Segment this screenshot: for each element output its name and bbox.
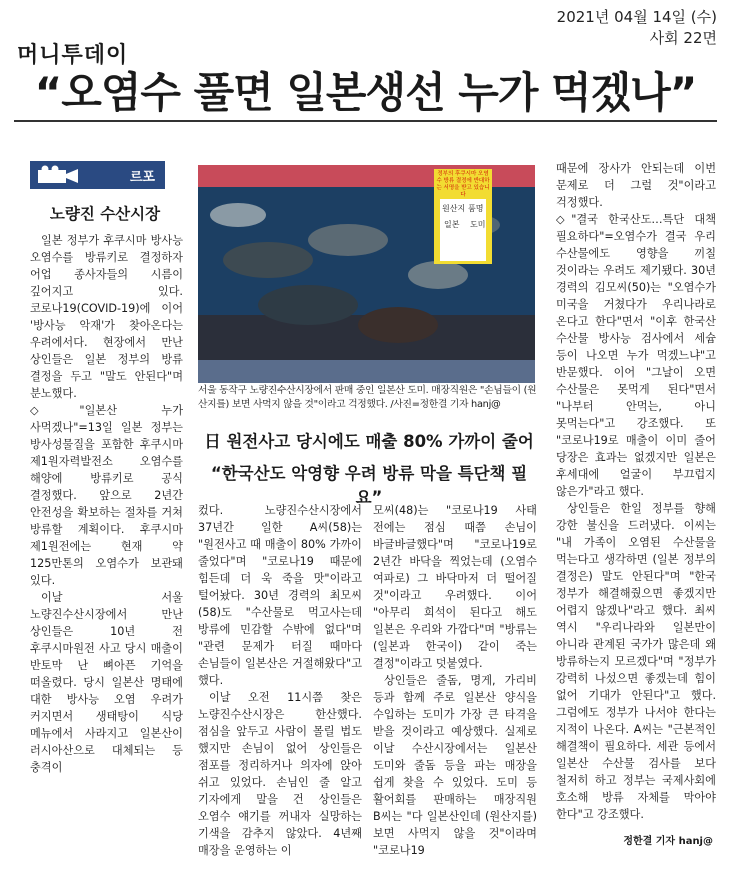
deck-headline-2: “한국산도 악영향 우려 방류 막을 특단책 필요”	[210, 464, 528, 507]
report-label	[30, 161, 165, 189]
deck-headline-1: 日 원전사고 당시에도 매출 80% 가까이 줄어	[204, 432, 534, 451]
photo-sign-value: 도미	[470, 220, 486, 229]
paragraph: 이날 오전 11시쯤 찾은 노량진수산시장은 한산했다. 점심을 앞두고 사람이 몰릴 법도 했지만 손님이 없어 상인들은 점포를 정리하거나 의자에 앉아 쉬고 있었다. 손님인 줄 알고 기자에게 말을 건 상인들은 오염수 얘기를 꺼내자 실망하는 기색을 감추지 않았다. 4년째 매장을 운영하는 이	[198, 691, 362, 857]
paragraph: 상인들은 한일 정부를 향해 강한 불신을 드러냈다. 이씨는 "내 가족이 오염된 수산물을 먹는다고 생각하면 (일본 정부의 결정은) 말도 안된다"며 "한국 정부가 해결해줬으면 좋겠지만 어렵지 않겠나"라고 했다. 최씨 역시 "우리나라와 일본만이 아니라 관계된 국가가 많은데 왜 방류하는지 모르겠다"며 "정부가 강력히 나섰으면 좋겠는데 힘이 없어 기대가 안된다"고 했다. 그럼에도 정부가 나서야 한다는 지적이 나온다. A씨는 "근본적인 해결책이 필요하다. 세관 등에서 일본산 수산물 검사를 보다 철저히 하고 정부는 국제사회에 호소해 방류 자체를 막아야 한다"고 강조했다.	[556, 502, 716, 821]
video-camera-icon	[36, 165, 80, 185]
paragraph: 컸다. 노량진수산시장에서 37년간 일한 A씨(58)는 "원전사고 때 매출이 80% 가까이 줄었다"며 "코로나19 때문에 힘든데 더 욱 죽을 맛"이라고 털어놨다. 30년 경력의 최모씨(58)도 "수산물로 먹고사는데 방류에 민감할 수밖에 없다"며 "관련 문제가 터질 때마다 손님들이 일본산은 거절해왔다"고 했다.	[198, 504, 362, 687]
photo-sign-value: 일본	[444, 220, 460, 229]
section-line: 사회 22면	[649, 29, 717, 47]
paragraph: 때문에 장사가 안되는데 이번 문제로 더 그럴 것"이라고 걱정했다.	[556, 162, 716, 209]
headline: “오염수 풀면 일본생선 누가 먹겠나”	[34, 68, 697, 117]
paragraph: 이날 서울 노량진수산시장에서 만난 상인들은 10년 전 후쿠시마원전 사고 당시 매출이 반토막 난 뼈아픈 기억을 떠올렸다. 당시 일본산 명태에 대한 방사능 오염 우려가 커지면서 생태탕이 식당 메뉴에서 사라지고 일본산이 러시아산으로 대체되는 등 충격이	[30, 591, 183, 774]
newspaper-name: 머니투데이	[17, 43, 129, 68]
column-3	[373, 502, 537, 859]
column-1	[30, 232, 183, 776]
paragraph: 상인들은 줄돔, 명게, 가리비 등과 함께 주로 일본산 양식을 수입하는 도미가 가장 큰 타격을 받을 것이라고 예상했다. 실제로 이날 수산시장에서는 일본산 도미와 줄돔 등을 파는 매장을 쉽게 찾을 수 있었다. 도미 등 활어회를 판매하는 매장직원 B씨는 "다 일본산인데 (원산지를) 보면 사먹지 않을 것"이라며 "코로나19	[373, 674, 537, 857]
paragraph: ◇"일본산 누가 사먹겠나"=13일 일본 정부는 방사성물질을 포함한 후쿠시마 제1원자력발전소 오염수를 해양에 방류키로 공식 결정했다. 앞으로 2년간 안전성을 확보하는 절차를 거쳐 방류할 계획이다. 후쿠시마 제1원전에는 현재 약 125만톤의 오염수가 보관돼 있다.	[30, 404, 183, 587]
paragraph: 일본 정부가 후쿠시마 방사능 오염수를 방류키로 결정하자 어업 종사자들의 시름이 깊어지고 있다. 코로나19(COVID-19)에 이어 '방사능 악재'가 찾아온다는 우려에서다. 현장에서 만난 상인들은 일본 정부의 방류 결정을 두고 "말도 안된다"며 분노했다.	[30, 234, 183, 400]
label-text: 르포	[129, 170, 155, 185]
photo-sign-label: 품명	[468, 204, 484, 213]
byline: 정한결 기자 hanj@	[623, 836, 713, 847]
article-subtitle: 노량진 수산시장	[49, 205, 161, 223]
column-4	[556, 160, 716, 823]
photo-sign-label: 원산지	[442, 204, 466, 213]
top-rule	[14, 120, 717, 122]
paragraph: 모씨(48)는 "코로나19 사태 전에는 점심 때쯤 손님이 바글바글했다"며 "코로나19로 2년간 바닥을 찍었는데 (오염수 여파로) 그 바닥마저 더 떨어질 것"이라고 우려했다. 이어 "아무리 희석이 된다고 해도 일본은 우리와 가깝다"며 "방류는 (일본과 한국이) 같이 죽는 결정"이라고 덧붙였다.	[373, 504, 537, 670]
fish-photo	[198, 165, 535, 383]
paragraph: ◇"결국 한국산도…특단 대책 필요하다"=오염수가 결국 우리 수산물에도 영향을 끼칠 것이라는 우려도 제기됐다. 30년 경력의 김모씨(50)는 "오염수가 미국을 거쳤다가 우리나라로 온다고 한다"면서 "이후 한국산 수산물 방사능 검사에서 세슘 등이 나오면 누가 먹겠느냐"고 반문했다. 이어 "그날이 오면 수산물은 못먹게 된다"면서 "나부터 안먹는, 아니 못먹는다"고 강조했다. 또 "코로나19로 매출이 이미 줄어 당장은 효과는 없겠지만 일본은 후세대에 얼굴이 부끄럽지 않은가"라고 했다.	[556, 213, 716, 498]
date-line: 2021년 04월 14일 (수)	[556, 8, 717, 26]
photo-sign-text: 정부의 후쿠시마 오염수 방류 결정에 반대하는 서명을 받고 있습니다	[436, 171, 490, 198]
column-2	[198, 502, 362, 859]
photo-caption: 서울 동작구 노량진수산시장에서 판매 중인 일본산 도미. 매장직원은 "손님들이 (원산지를) 보면 사먹지 않을 것"이라고 걱정했다. /사진=정한결 기자 hanj@	[198, 385, 537, 410]
